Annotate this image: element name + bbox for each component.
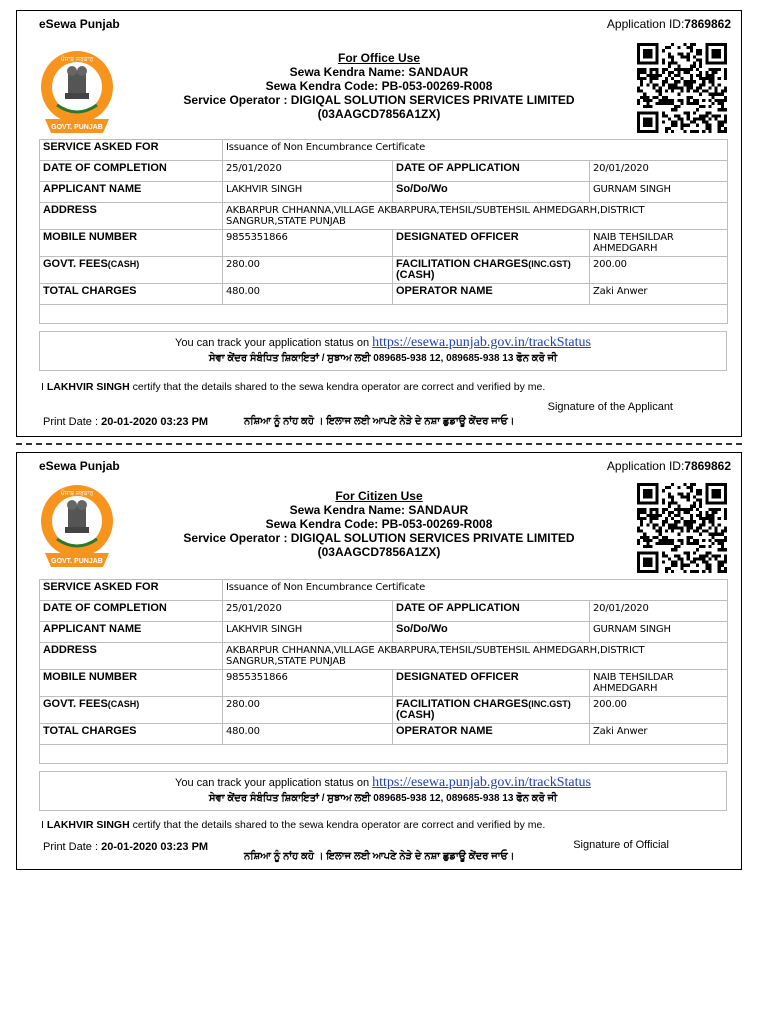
- track-status-box: [39, 331, 727, 371]
- table-row: [40, 284, 728, 305]
- operator-gst: (03AAGCD7856A1ZX): [317, 107, 441, 121]
- service-label: SERVICE ASKED FOR: [40, 580, 223, 601]
- empty-row: [40, 305, 728, 324]
- punjab-govt-logo: [39, 49, 115, 137]
- service-value: Issuance of Non Encumbrance Certificate: [223, 140, 728, 161]
- relation-value: GURNAM SINGH: [590, 182, 728, 203]
- mobile-label: MOBILE NUMBER: [40, 670, 223, 697]
- address-value: AKBARPUR CHHANNA,VILLAGE AKBARPURA,TEHSIL/SUBTEHSIL AHMEDGARH,DISTRICT SANGRUR,STATE PUNJAB: [223, 643, 728, 670]
- table-row: [40, 203, 728, 230]
- application-details-table: [39, 579, 728, 764]
- print-date: Print Date : 20-01-2020 03:23 PM: [43, 841, 209, 853]
- address-value: AKBARPUR CHHANNA,VILLAGE AKBARPURA,TEHSIL/SUBTEHSIL AHMEDGARH,DISTRICT SANGRUR,STATE PUNJAB: [223, 203, 728, 230]
- applicant-value: LAKHVIR SINGH: [223, 182, 393, 203]
- table-row: [40, 622, 728, 643]
- facilitation-value: 200.00: [590, 697, 728, 724]
- copy-heading: For Citizen Use: [335, 489, 423, 503]
- applicant-label: APPLICANT NAME: [40, 182, 223, 203]
- helpline-text: ਸੇਵਾ ਕੇਂਦਰ ਸੰਬੰਧਿਤ ਸ਼ਿਕਾਇਤਾਂ / ਸੁਝਾਅ ਲਈ 089685-938 12, 089685-938 13 ਫੋਨ ਕਰੋ ਜੀ: [208, 793, 558, 804]
- facilitation-label: FACILITATION CHARGES(INC.GST) (CASH): [393, 257, 590, 284]
- anti-drug-advice: ਨਸ਼ਿਆ ਨੂੰ ਨਾਂਹ ਕਹੋ । ਇਲਾਜ ਲਈ ਆਪਣੇ ਨੇੜੇ ਦੇ ਨਸ਼ਾ ਛੁਡਾਊ ਕੇਂਦਰ ਜਾਓ।: [244, 851, 515, 862]
- operator-name-value: Zaki Anwer: [590, 724, 728, 745]
- table-row: [40, 697, 728, 724]
- table-row: [40, 601, 728, 622]
- address-label: ADDRESS: [40, 203, 223, 230]
- svg-text:GOVT. PUNJAB: GOVT. PUNJAB: [51, 558, 103, 565]
- completion-label: DATE OF COMPLETION: [40, 601, 223, 622]
- total-value: 480.00: [223, 284, 393, 305]
- sewa-kendra-code: Sewa Kendra Code: PB-053-00269-R008: [265, 79, 493, 93]
- track-status-link[interactable]: https://esewa.punjab.gov.in/trackStatus: [372, 775, 591, 790]
- application-date-value: 20/01/2020: [590, 601, 728, 622]
- sewa-kendra-code: Sewa Kendra Code: PB-053-00269-R008: [265, 517, 493, 531]
- officer-label: DESIGNATED OFFICER: [393, 230, 590, 257]
- certification-text: I LAKHVIR SINGH certify that the details shared to the sewa kendra operator are correct and verified by me.: [41, 819, 546, 831]
- application-date-label: DATE OF APPLICATION: [393, 601, 590, 622]
- completion-value: 25/01/2020: [223, 161, 393, 182]
- track-status-link[interactable]: https://esewa.punjab.gov.in/trackStatus: [372, 335, 591, 350]
- relation-label: So/Do/Wo: [393, 182, 590, 203]
- empty-row: [40, 745, 728, 764]
- helpline-text: ਸੇਵਾ ਕੇਂਦਰ ਸੰਬੰਧਿਤ ਸ਼ਿਕਾਇਤਾਂ / ਸੁਝਾਅ ਲਈ 089685-938 12, 089685-938 13 ਫੋਨ ਕਰੋ ਜੀ: [208, 353, 558, 364]
- svg-text:ਪੰਜਾਬ ਸਰਕਾਰ: ਪੰਜਾਬ ਸਰਕਾਰ: [60, 56, 94, 63]
- mobile-label: MOBILE NUMBER: [40, 230, 223, 257]
- application-id: Application ID:7869862: [606, 459, 731, 473]
- operator-name-label: OPERATOR NAME: [393, 724, 590, 745]
- service-operator: Service Operator : DIGIQAL SOLUTION SERVICES PRIVATE LIMITED: [183, 93, 575, 107]
- cut-line: [16, 443, 742, 445]
- office-header: [147, 51, 611, 121]
- citizen-copy: [16, 452, 742, 870]
- applicant-value: LAKHVIR SINGH: [223, 622, 393, 643]
- table-row: [40, 745, 728, 764]
- svg-text:GOVT. PUNJAB: GOVT. PUNJAB: [51, 124, 103, 131]
- brand-name: eSewa Punjab: [39, 459, 120, 473]
- officer-value: NAIB TEHSILDAR AHMEDGARH: [590, 230, 728, 257]
- table-row: [40, 643, 728, 670]
- table-row: [40, 257, 728, 284]
- officer-value: NAIB TEHSILDAR AHMEDGARH: [590, 670, 728, 697]
- table-row: [40, 161, 728, 182]
- qr-code: [637, 483, 727, 573]
- officer-label: DESIGNATED OFFICER: [393, 670, 590, 697]
- service-value: Issuance of Non Encumbrance Certificate: [223, 580, 728, 601]
- qr-code: [637, 43, 727, 133]
- operator-name-label: OPERATOR NAME: [393, 284, 590, 305]
- table-row: [40, 305, 728, 324]
- track-prefix: You can track your application status on: [175, 777, 373, 789]
- mobile-value: 9855351866: [223, 670, 393, 697]
- table-row: [40, 230, 728, 257]
- table-row: [40, 140, 728, 161]
- address-label: ADDRESS: [40, 643, 223, 670]
- relation-label: So/Do/Wo: [393, 622, 590, 643]
- operator-gst: (03AAGCD7856A1ZX): [317, 545, 441, 559]
- mobile-value: 9855351866: [223, 230, 393, 257]
- table-row: [40, 580, 728, 601]
- svg-text:ਪੰਜਾਬ ਸਰਕਾਰ: ਪੰਜਾਬ ਸਰਕਾਰ: [60, 490, 94, 497]
- applicant-label: APPLICANT NAME: [40, 622, 223, 643]
- track-prefix: You can track your application status on: [175, 337, 373, 349]
- relation-value: GURNAM SINGH: [590, 622, 728, 643]
- sewa-kendra-name: Sewa Kendra Name: SANDAUR: [289, 65, 469, 79]
- service-operator: Service Operator : DIGIQAL SOLUTION SERVICES PRIVATE LIMITED: [183, 531, 575, 545]
- completion-value: 25/01/2020: [223, 601, 393, 622]
- brand-name: eSewa Punjab: [39, 17, 120, 31]
- total-value: 480.00: [223, 724, 393, 745]
- certification-text: I LAKHVIR SINGH certify that the details shared to the sewa kendra operator are correct and verified by me.: [41, 381, 546, 393]
- signature-label: Signature of Official: [573, 839, 669, 851]
- print-date: Print Date : 20-01-2020 03:23 PM: [43, 416, 209, 428]
- facilitation-label: FACILITATION CHARGES(INC.GST) (CASH): [393, 697, 590, 724]
- application-id: Application ID:7869862: [606, 17, 731, 31]
- application-details-table: [39, 139, 728, 324]
- application-date-value: 20/01/2020: [590, 161, 728, 182]
- table-row: [40, 670, 728, 697]
- fees-label: GOVT. FEES(CASH): [40, 257, 223, 284]
- table-row: [40, 724, 728, 745]
- punjab-govt-logo: [39, 483, 115, 571]
- sewa-kendra-name: Sewa Kendra Name: SANDAUR: [289, 503, 469, 517]
- application-date-label: DATE OF APPLICATION: [393, 161, 590, 182]
- office-header: [147, 489, 611, 559]
- completion-label: DATE OF COMPLETION: [40, 161, 223, 182]
- fees-value: 280.00: [223, 697, 393, 724]
- fees-value: 280.00: [223, 257, 393, 284]
- operator-name-value: Zaki Anwer: [590, 284, 728, 305]
- total-label: TOTAL CHARGES: [40, 724, 223, 745]
- track-status-box: [39, 771, 727, 811]
- fees-label: GOVT. FEES(CASH): [40, 697, 223, 724]
- service-label: SERVICE ASKED FOR: [40, 140, 223, 161]
- copy-heading: For Office Use: [337, 51, 421, 65]
- total-label: TOTAL CHARGES: [40, 284, 223, 305]
- office-copy: [16, 10, 742, 437]
- table-row: [40, 182, 728, 203]
- signature-label: Signature of the Applicant: [547, 401, 673, 413]
- anti-drug-advice: ਨਸ਼ਿਆ ਨੂੰ ਨਾਂਹ ਕਹੋ । ਇਲਾਜ ਲਈ ਆਪਣੇ ਨੇੜੇ ਦੇ ਨਸ਼ਾ ਛੁਡਾਊ ਕੇਂਦਰ ਜਾਓ।: [244, 416, 515, 427]
- facilitation-value: 200.00: [590, 257, 728, 284]
